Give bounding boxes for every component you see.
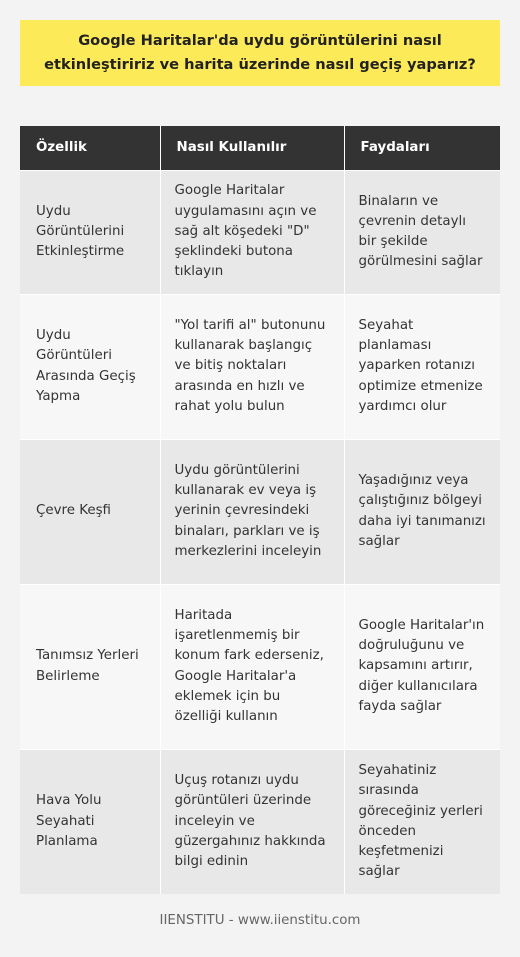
cell-feature: Uydu Görüntülerini Etkinleştirme [20,170,160,294]
table-row [20,749,500,894]
table-header-row [20,126,500,170]
cell-how: "Yol tarifi al" butonunu kullanarak başlangıç ve bitiş noktaları arasında en hızlı ve rahat yolu bulun [160,294,344,439]
cell-how: Google Haritalar uygulamasını açın ve sağ alt köşedeki "D" şeklindeki butona tıklayın [160,170,344,294]
footer-credit: IIENSTITU - www.iienstitu.com [159,913,361,928]
table-row [20,294,500,439]
features-table [20,126,500,894]
cell-how: Haritada işaretlenmemiş bir konum fark ederseniz, Google Haritalar'a eklemek için bu özelliği kullanın [160,584,344,749]
cell-feature: Hava Yolu Seyahati Planlama [20,749,160,894]
cell-how: Uydu görüntülerini kullanarak ev veya iş yerinin çevresindeki binaları, parkları ve iş merkezlerini inceleyin [160,439,344,584]
cell-benefit: Google Haritalar'ın doğruluğunu ve kapsamını artırır, diğer kullanıcılara fayda sağlar [344,584,500,749]
cell-feature: Tanımsız Yerleri Belirleme [20,584,160,749]
header-how: Nasıl Kullanılır [160,126,344,170]
page-title: Google Haritalar'da uydu görüntülerini nasıl etkinleştiririz ve harita üzerinde nasıl geçiş yaparız? [44,32,476,73]
cell-benefit: Seyahat planlaması yaparken rotanızı optimize etmenize yardımcı olur [344,294,500,439]
cell-benefit: Seyahatiniz sırasında göreceğiniz yerleri önceden keşfetmenizi sağlar [344,749,500,894]
table-row [20,584,500,749]
cell-how: Uçuş rotanızı uydu görüntüleri üzerinde inceleyin ve güzergahınız hakkında bilgi edinin [160,749,344,894]
cell-benefit: Yaşadığınız veya çalıştığınız bölgeyi daha iyi tanımanızı sağlar [344,439,500,584]
header-feature: Özellik [20,126,160,170]
header-benefit: Faydaları [344,126,500,170]
table-row [20,439,500,584]
cell-feature: Uydu Görüntüleri Arasında Geçiş Yapma [20,294,160,439]
table-row [20,170,500,294]
cell-benefit: Binaların ve çevrenin detaylı bir şekilde görülmesini sağlar [344,170,500,294]
title-banner [20,20,500,86]
cell-feature: Çevre Keşfi [20,439,160,584]
